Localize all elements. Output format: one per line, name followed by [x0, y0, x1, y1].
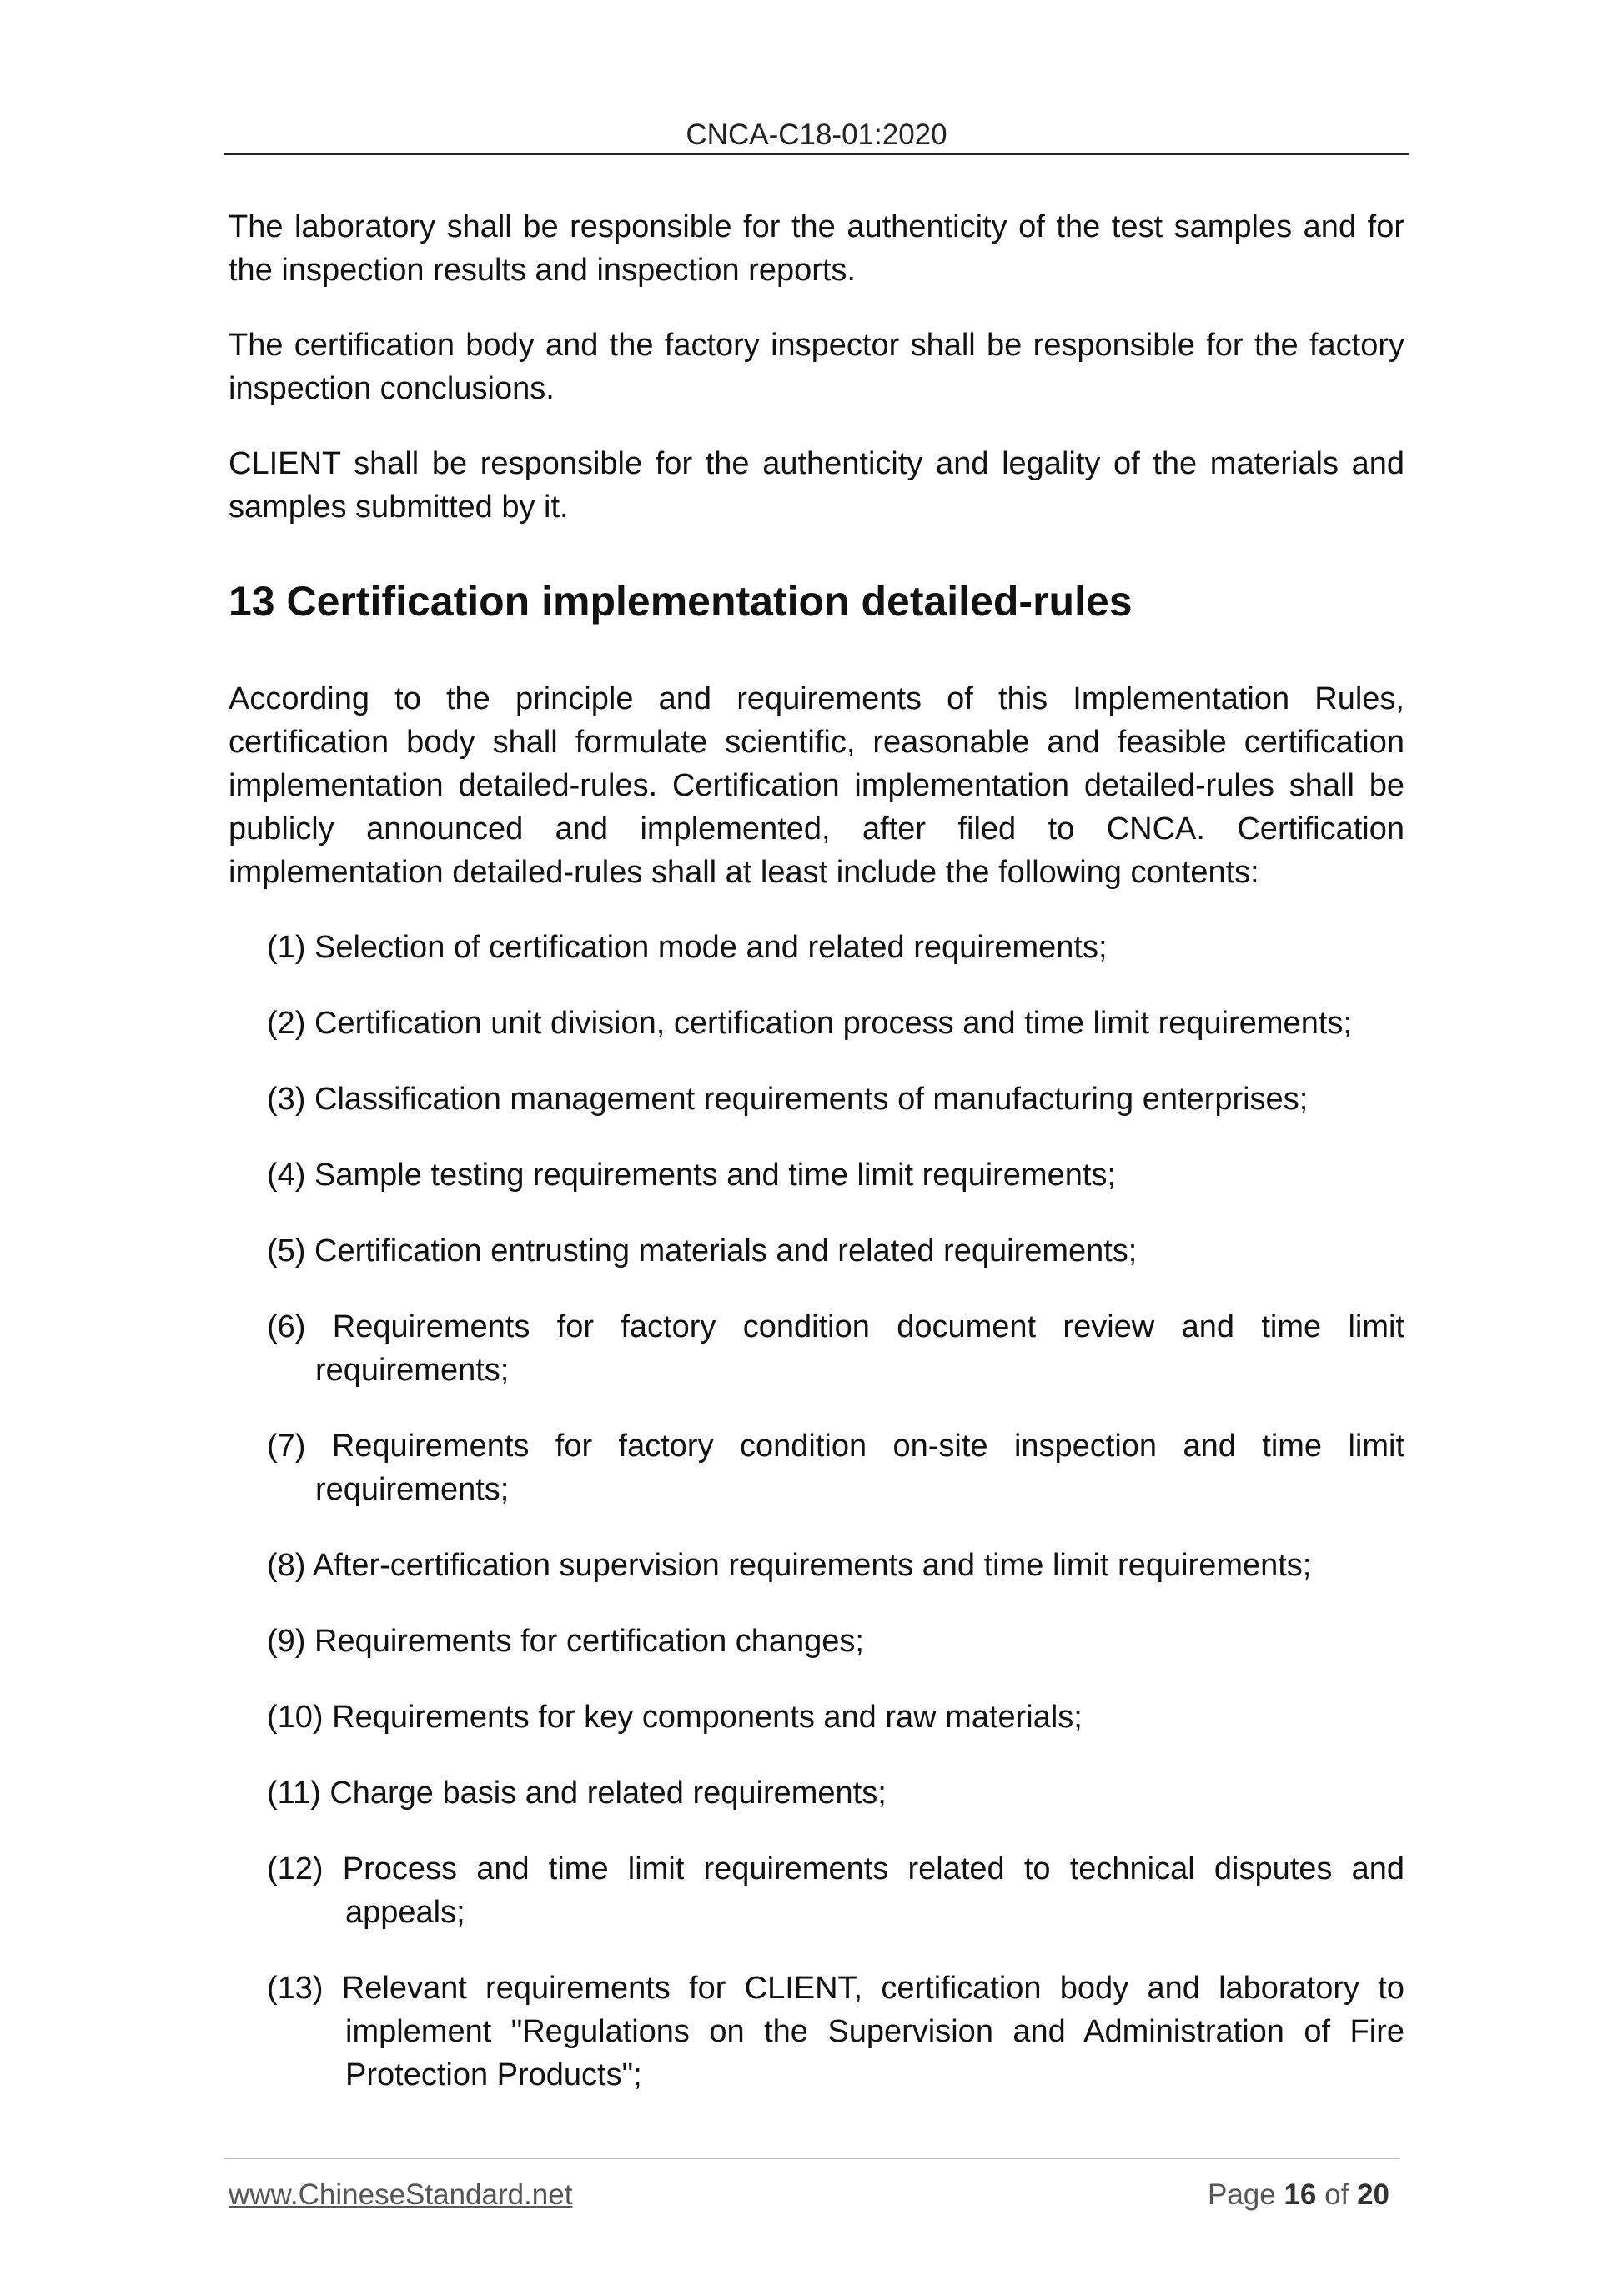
website-link[interactable]: www.ChineseStandard.net — [229, 2178, 573, 2211]
list-item: (13) Relevant requirements for CLIENT, certification body and laboratory to implement "Regulations on the Supervision and Administration of Fire Protection Products"; — [267, 1971, 1404, 2093]
list-item: (2) Certification unit division, certification process and time limit requirements; — [267, 1006, 1352, 1041]
list-item: (9) Requirements for certification changes; — [267, 1624, 864, 1659]
list-item: (3) Classification management requirements of manufacturing enterprises; — [267, 1082, 1309, 1117]
page-label: Page — [1207, 2178, 1276, 2211]
page-number — [1208, 2177, 1389, 2213]
section-heading: 13 Certification implementation detailed-rules — [229, 578, 1133, 625]
page-header — [224, 117, 1409, 155]
list-item: (11) Charge basis and related requirements; — [267, 1776, 887, 1811]
paragraph-certification-body: The certification body and the factory inspector shall be responsible for the factory inspection conclusions. — [229, 328, 1404, 406]
section-intro: According to the principle and requirements of this Implementation Rules, certification body shall formulate scientific, reasonable and feasible certification implementation detailed-rules. Certification implementation detailed-rules shall be publicly announced and implemented, after filed to CNCA. Certification implementation detailed-rules shall at least include the following contents: — [229, 681, 1404, 890]
page-content — [229, 205, 1404, 2129]
list-item: (12) Process and time limit requirements related to technical disputes and appeals; — [267, 1851, 1404, 1930]
document-id: CNCA-C18-01:2020 — [686, 118, 947, 151]
list-item: (4) Sample testing requirements and time limit requirements; — [267, 1158, 1116, 1193]
footer-divider — [224, 2158, 1399, 2159]
list-item: (6) Requirements for factory condition document review and time limit requirements; — [267, 1309, 1404, 1388]
requirements-list — [229, 926, 1404, 2097]
paragraph-laboratory: The laboratory shall be responsible for the authenticity of the test samples and for the inspection results and inspection reports. — [229, 209, 1404, 288]
list-item: (1) Selection of certification mode and related requirements; — [267, 930, 1108, 965]
list-item: (8) After-certification supervision requirements and time limit requirements; — [267, 1548, 1312, 1583]
list-item: (10) Requirements for key components and raw materials; — [267, 1700, 1083, 1735]
list-item: (7) Requirements for factory condition on-site inspection and time limit requirements; — [267, 1429, 1404, 1507]
of-label: of — [1324, 2178, 1349, 2211]
list-item: (5) Certification entrusting materials and related requirements; — [267, 1233, 1138, 1269]
current-page: 16 — [1284, 2178, 1317, 2211]
paragraph-client: CLIENT shall be responsible for the authenticity and legality of the materials and samples submitted by it. — [229, 446, 1404, 525]
total-pages: 20 — [1357, 2178, 1389, 2211]
